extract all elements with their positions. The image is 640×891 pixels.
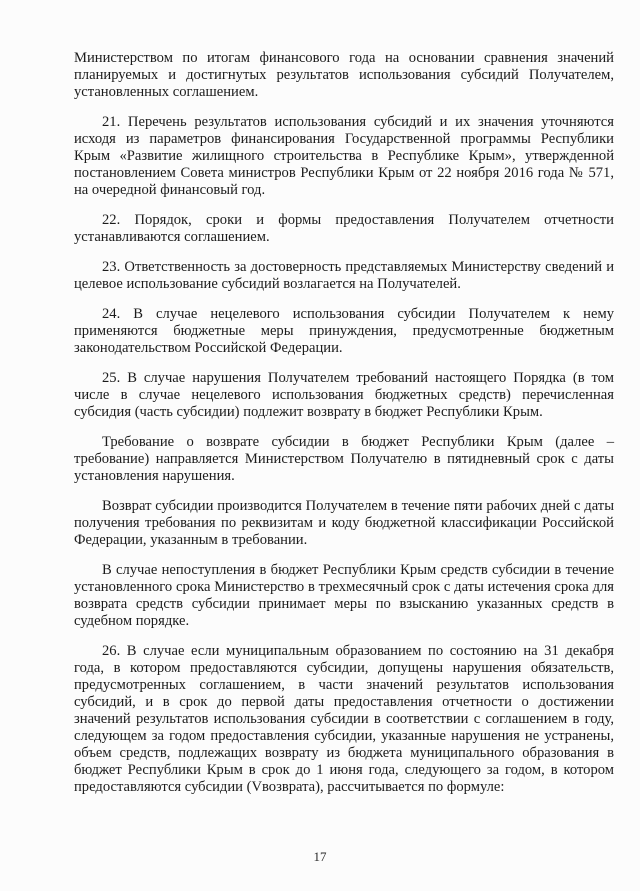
document-body [74,50,614,809]
paragraph-22: 22. Порядок, сроки и формы предоставления Получателем отчетности устанавливаются соглашением. [74,212,614,245]
paragraph-25-requirement: Требование о возврате субсидии в бюджет Республики Крым (далее – требование) направляется Министерством Получателю в пятидневный срок с даты установления нарушения. [74,434,614,484]
paragraph-25: 25. В случае нарушения Получателем требований настоящего Порядка (в том числе в случае нецелевого использования бюджетных средств) перечисленная субсидия (часть субсидии) подлежит возврату в бюджет Республики Крым. [74,370,614,420]
paragraph-23: 23. Ответственность за достоверность представляемых Министерству сведений и целевое использование субсидий возлагается на Получателей. [74,259,614,292]
paragraph-continuation: Министерством по итогам финансового года на основании сравнения значений планируемых и достигнутых результатов использования субсидий Получателем, установленных соглашением. [74,50,614,100]
paragraph-25-non-receipt: В случае непоступления в бюджет Республики Крым средств субсидии в течение установленного срока Министерство в трехмесячный срок с даты истечения срока для возврата средств субсидии принимает меры по взысканию указанных средств в судебном порядке. [74,562,614,629]
paragraph-24: 24. В случае нецелевого использования субсидии Получателем к нему применяются бюджетные меры принуждения, предусмотренные бюджетным законодательством Российской Федерации. [74,306,614,356]
paragraph-21: 21. Перечень результатов использования субсидий и их значения уточняются исходя из параметров финансирования Государственной программы Республики Крым «Развитие жилищного строительства в Республике Крым», утвержденной постановлением Совета министров Республики Крым от 22 ноября 2016 года № 571, на очередной финансовый год. [74,114,614,198]
page-number: 17 [313,849,327,864]
paragraph-26: 26. В случае если муниципальным образованием по состоянию на 31 декабря года, в котором предоставляются субсидии, допущены нарушения обязательств, предусмотренных соглашением, в части значений результатов использования субсидий, и в срок до первой даты предоставления отчетности о достижении значений результатов использования субсидии в соответствии с соглашением в году, следующем за годом предоставления субсидии, указанные нарушения не устранены, объем средств, подлежащих возврату из бюджета муниципального образования в бюджет Республики Крым в срок до 1 июня года, следующего за годом, в котором предоставляются субсидии (Vвозврата), рассчитывается по формуле: [74,643,614,795]
paragraph-25-refund: Возврат субсидии производится Получателем в течение пяти рабочих дней с даты получения требования по реквизитам и коду бюджетной классификации Российской Федерации, указанным в требовании. [74,498,614,548]
